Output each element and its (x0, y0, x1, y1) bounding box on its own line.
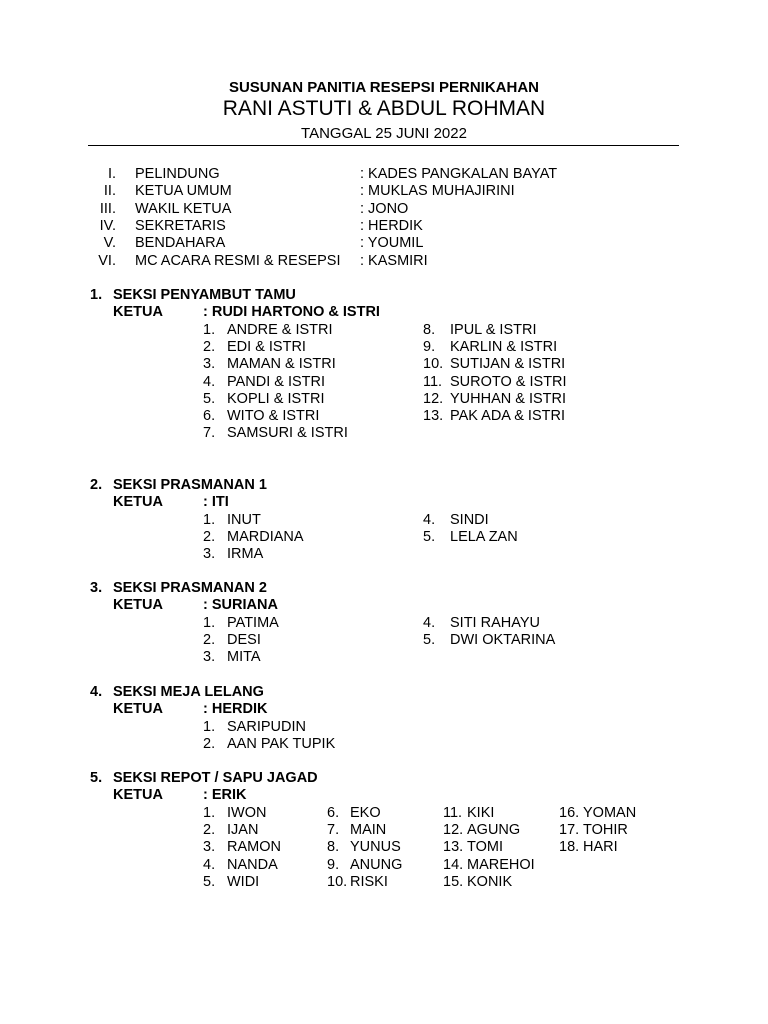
ketua-label: KETUA (113, 597, 163, 614)
ketua-label: KETUA (113, 701, 163, 718)
official-role: MC ACARA RESMI & RESEPSI (135, 252, 341, 269)
member-name: MAIN (350, 821, 387, 838)
section-title: SEKSI MEJA LELANG (113, 684, 264, 700)
member-number: 17. (559, 821, 580, 838)
member-number: 3. (203, 356, 216, 373)
member-name: TOHIR (583, 821, 628, 838)
member-number: 3. (203, 839, 216, 856)
member-name: IJAN (227, 821, 259, 838)
member-name: RAMON (227, 839, 281, 856)
official-role: BENDAHARA (135, 235, 226, 252)
member-number: 5. (203, 873, 216, 890)
member-name: YUHHAN & ISTRI (450, 390, 567, 407)
member-name: EDI & ISTRI (227, 338, 306, 355)
member-number: 4. (423, 614, 436, 631)
member-name: SUTIJAN & ISTRI (450, 356, 566, 373)
member-number: 5. (423, 631, 436, 648)
member-name: LELA ZAN (450, 528, 518, 545)
member-number: 15. (443, 873, 464, 890)
member-name: YUNUS (350, 839, 401, 856)
member-number: 2. (203, 631, 216, 648)
member-name: DESI (227, 631, 261, 648)
official-role: PELINDUNG (135, 166, 220, 182)
official-number: III. (99, 200, 116, 217)
section-number: 5. (90, 770, 103, 786)
member-number: 1. (203, 718, 216, 735)
section-number: 3. (90, 580, 103, 596)
section-title: SEKSI REPOT / SAPU JAGAD (113, 770, 318, 786)
member-name: SARIPUDIN (227, 718, 306, 735)
member-number: 2. (203, 821, 216, 838)
official-number: VI. (98, 252, 116, 269)
member-number: 8. (423, 321, 436, 338)
ketua-name: : ITI (203, 494, 229, 511)
member-number: 7. (327, 821, 340, 838)
member-number: 5. (423, 528, 436, 545)
official-role: KETUA UMUM (135, 183, 232, 200)
member-number: 1. (203, 321, 216, 338)
official-name: : JONO (360, 200, 409, 217)
member-name: KONIK (467, 873, 513, 890)
member-number: 11. (423, 373, 443, 390)
member-name: PAK ADA & ISTRI (450, 408, 565, 425)
section-number: 2. (90, 477, 103, 493)
member-name: MAMAN & ISTRI (227, 356, 336, 373)
official-name: : MUKLAS MUHAJIRINI (360, 183, 515, 200)
member-number: 9. (327, 856, 340, 873)
member-name: IWON (227, 804, 267, 821)
member-name: MITA (227, 649, 261, 666)
official-role: SEKRETARIS (135, 217, 226, 234)
member-number: 13. (443, 839, 464, 856)
header-divider (88, 145, 679, 146)
member-number: 2. (203, 338, 216, 355)
member-name: EKO (350, 804, 381, 821)
couple-names: RANI ASTUTI & ABDUL ROHMAN (222, 97, 546, 120)
member-name: YOMAN (583, 804, 637, 821)
official-name: : KASMIRI (360, 252, 428, 269)
ketua-label: KETUA (113, 787, 163, 804)
member-number: 18. (559, 839, 580, 856)
official-number: V. (103, 235, 116, 252)
member-number: 16. (559, 804, 580, 821)
official-name: : YOUMIL (360, 235, 424, 252)
member-number: 8. (327, 839, 340, 856)
ketua-name: : HERDIK (203, 701, 268, 718)
member-name: WIDI (227, 873, 260, 890)
member-number: 1. (203, 511, 216, 528)
member-name: ANUNG (350, 856, 403, 873)
member-number: 12. (443, 821, 464, 838)
member-number: 10. (327, 873, 348, 890)
section-number: 1. (90, 287, 103, 303)
member-name: SITI RAHAYU (450, 614, 540, 631)
section-number: 4. (90, 684, 103, 700)
member-name: AGUNG (467, 821, 521, 838)
member-name: PANDI & ISTRI (227, 373, 326, 390)
member-name: ANDRE & ISTRI (227, 321, 333, 338)
official-number: IV. (99, 217, 116, 234)
member-name: DWI OKTARINA (450, 631, 556, 648)
member-name: PATIMA (227, 614, 279, 631)
member-name: INUT (227, 511, 261, 528)
member-name: SUROTO & ISTRI (450, 373, 567, 390)
section-title: SEKSI PRASMANAN 2 (113, 580, 267, 596)
official-name: : KADES PANGKALAN BAYAT (360, 166, 558, 182)
member-number: 9. (423, 338, 436, 355)
event-date: TANGGAL 25 JUNI 2022 (301, 125, 467, 142)
member-name: TOMI (467, 839, 503, 856)
member-number: 4. (423, 511, 436, 528)
member-number: 3. (203, 546, 216, 563)
member-number: 12. (423, 390, 444, 407)
ketua-name: : ERIK (203, 787, 247, 804)
member-name: SAMSURI & ISTRI (227, 425, 348, 442)
section-title: SEKSI PRASMANAN 1 (113, 477, 267, 493)
member-number: 11. (443, 804, 463, 821)
member-name: KOPLI & ISTRI (227, 390, 325, 407)
member-name: MAREHOI (467, 856, 535, 873)
official-role: WAKIL KETUA (135, 200, 232, 217)
member-number: 2. (203, 528, 216, 545)
official-number: II. (103, 183, 116, 200)
section-title: SEKSI PENYAMBUT TAMU (113, 287, 296, 303)
member-number: 14. (443, 856, 464, 873)
member-number: 3. (203, 649, 216, 666)
member-number: 4. (203, 373, 216, 390)
member-number: 5. (203, 390, 216, 407)
ketua-name: : SURIANA (203, 597, 278, 614)
member-name: KARLIN & ISTRI (450, 338, 558, 355)
member-name: AAN PAK TUPIK (227, 735, 336, 752)
member-number: 6. (203, 408, 216, 425)
official-name: : HERDIK (360, 217, 423, 234)
ketua-label: KETUA (113, 494, 163, 511)
member-name: RISKI (350, 873, 388, 890)
document-title: SUSUNAN PANITIA RESEPSI PERNIKAHAN (228, 79, 540, 96)
official-number: I. (107, 166, 116, 182)
member-name: MARDIANA (227, 528, 304, 545)
member-number: 1. (203, 614, 216, 631)
member-name: IPUL & ISTRI (450, 321, 537, 338)
member-name: KIKI (467, 804, 495, 821)
member-number: 2. (203, 735, 216, 752)
member-name: IRMA (227, 546, 264, 563)
member-name: HARI (583, 839, 618, 856)
member-number: 6. (327, 804, 340, 821)
member-name: WITO & ISTRI (227, 408, 320, 425)
member-number: 13. (423, 408, 444, 425)
member-name: SINDI (450, 511, 489, 528)
member-name: NANDA (227, 856, 278, 873)
member-number: 4. (203, 856, 216, 873)
member-number: 7. (203, 425, 216, 442)
member-number: 10. (423, 356, 444, 373)
ketua-label: KETUA (113, 304, 163, 321)
member-number: 1. (203, 804, 216, 821)
ketua-name: : RUDI HARTONO & ISTRI (203, 304, 380, 321)
